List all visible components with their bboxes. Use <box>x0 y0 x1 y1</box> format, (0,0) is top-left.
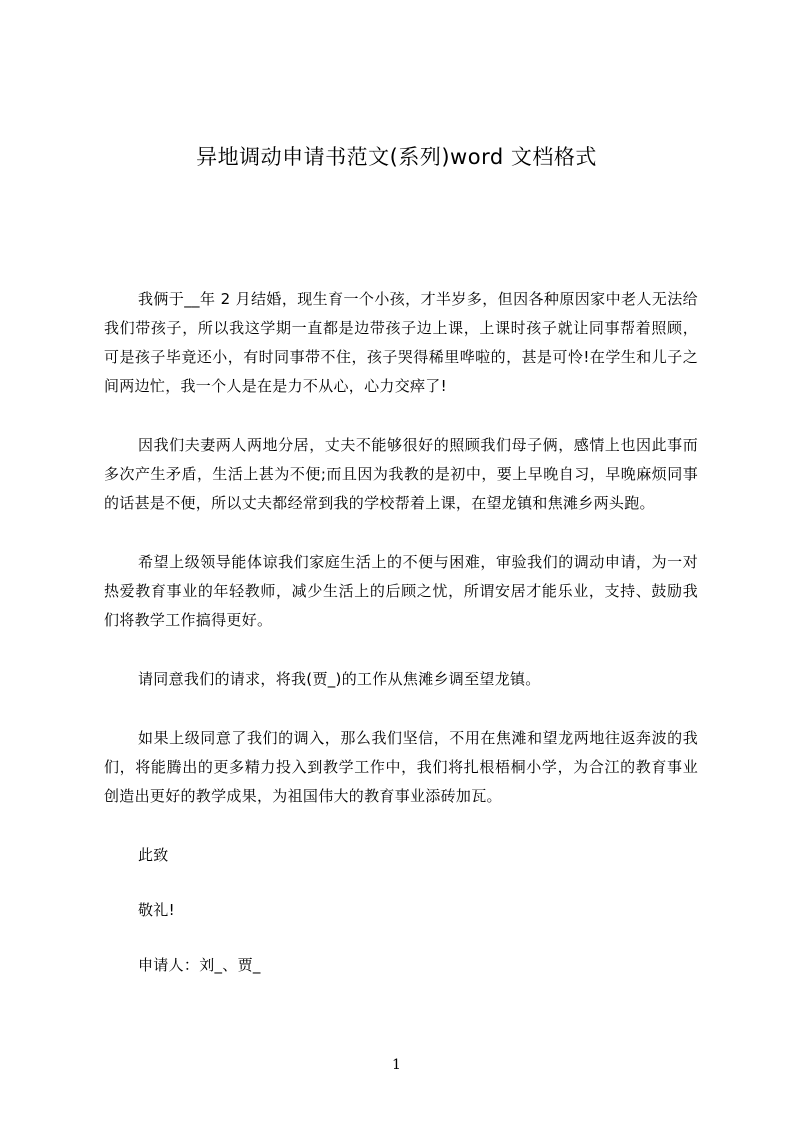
applicant-signature-line: 申请人：刘_、贾_ <box>138 956 261 974</box>
closing-salutation: 此致 <box>138 846 169 864</box>
paragraph-situation: 我俩于__年 2 月结婚，现生育一个小孩，才半岁多，但因各种原因家中老人无法给我们带孩子，所以我这学期一直都是边带孩子边上课，上课时孩子就让同事帮着照顾，可是孩子毕竟还小，有时同事带不住，孩子哭得稀里哗啦的，甚是可怜!在学生和儿子之间两边忙，我一个人是在是力不从心，心力交瘁了! <box>104 290 698 395</box>
document-title: 异地调动申请书范文(系列)word 文档格式 <box>196 145 597 169</box>
paragraph-request: 请同意我们的请求，将我(贾_)的工作从焦滩乡调至望龙镇。 <box>138 670 541 688</box>
paragraph-hope: 希望上级领导能体谅我们家庭生活上的不便与困难，审验我们的调动申请，为一对热爱教育事业的年轻教师，减少生活上的后顾之忧，所谓安居才能乐业，支持、鼓励我们将教学工作搞得更好。 <box>104 553 698 629</box>
page-number: 1 <box>392 1057 401 1073</box>
closing-regards: 敬礼! <box>138 901 175 919</box>
paragraph-separation: 因我们夫妻两人两地分居，丈夫不能够很好的照顾我们母子俩，感情上也因此事而多次产生矛盾，生活上甚为不便;而且因为我教的是初中，要上早晚自习，早晚麻烦同事的话甚是不便，所以丈夫都经常到我的学校帮着上课，在望龙镇和焦滩乡两头跑。 <box>104 436 698 512</box>
paragraph-commitment: 如果上级同意了我们的调入，那么我们坚信，不用在焦滩和望龙两地往返奔波的我们，将能腾出的更多精力投入到教学工作中，我们将扎根梧桐小学，为合江的教育事业创造出更好的教学成果，为祖国伟大的教育事业添砖加瓦。 <box>104 729 698 805</box>
document-body <box>104 285 698 1006</box>
